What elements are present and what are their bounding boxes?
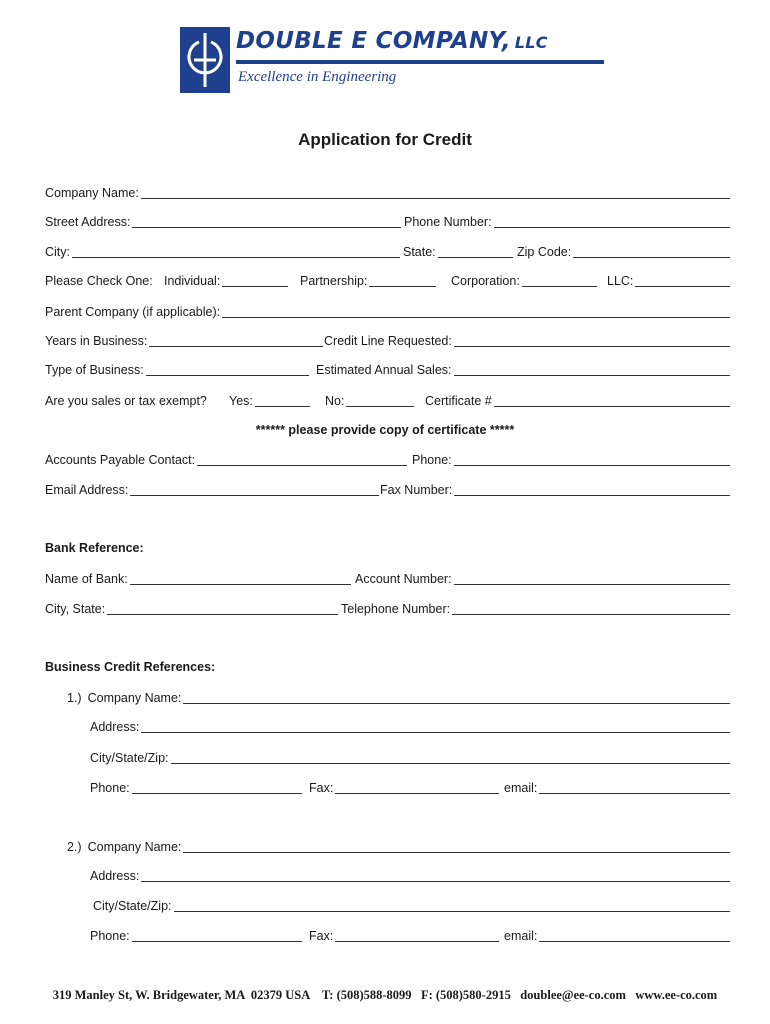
- reference-1-fax-field[interactable]: Fax:: [309, 780, 499, 796]
- phone-number-field[interactable]: Phone Number:: [404, 214, 730, 230]
- footer-email: doublee@ee-co.com: [520, 988, 626, 1002]
- zip-code-field[interactable]: Zip Code:: [517, 244, 730, 260]
- footer-website: www.ee-co.com: [635, 988, 718, 1002]
- credit-line-field[interactable]: Credit Line Requested:: [324, 333, 730, 349]
- tax-exempt-no-field[interactable]: No:: [325, 393, 414, 409]
- reference-1-address-field[interactable]: Address:: [90, 719, 730, 735]
- page-title: Application for Credit: [298, 130, 472, 149]
- reference-2-address-field[interactable]: Address:: [90, 868, 730, 884]
- reference-2-phone-field[interactable]: Phone:: [90, 928, 302, 944]
- reference-2-fax-field[interactable]: Fax:: [309, 928, 499, 944]
- parent-company-field[interactable]: Parent Company (if applicable):: [45, 304, 730, 320]
- street-address-row: [45, 214, 730, 230]
- reference-2-city-row: [45, 898, 730, 914]
- footer-telephone: T: (508)588-8099: [321, 988, 412, 1002]
- parent-company-row: [45, 304, 730, 320]
- tax-exempt-row: [45, 393, 730, 409]
- company-name-field[interactable]: Company Name:: [45, 185, 730, 201]
- annual-sales-field[interactable]: Estimated Annual Sales:: [316, 362, 730, 378]
- years-in-business-field[interactable]: Years in Business:: [45, 333, 323, 349]
- reference-1-phone-field[interactable]: Phone:: [90, 780, 302, 796]
- certificate-number-field[interactable]: Certificate #: [425, 393, 730, 409]
- fax-number-field[interactable]: Fax Number:: [380, 482, 730, 498]
- company-name: DOUBLE E COMPANY, LLC: [236, 28, 548, 54]
- logo-rule: [236, 60, 604, 64]
- certificate-note: ****** please provide copy of certificate *****: [255, 423, 515, 437]
- ap-contact-field[interactable]: Accounts Payable Contact:: [45, 452, 407, 468]
- company-name-row: [45, 185, 730, 201]
- reference-1-company-field[interactable]: 1.) Company Name:: [67, 690, 730, 706]
- reference-2-contact-row: [45, 928, 730, 944]
- type-of-business-field[interactable]: Type of Business:: [45, 362, 309, 378]
- individual-field[interactable]: Individual:: [164, 273, 288, 289]
- street-address-field[interactable]: Street Address:: [45, 214, 401, 230]
- email-fax-row: [45, 482, 730, 498]
- bank-telephone-field[interactable]: Telephone Number:: [341, 601, 730, 617]
- reference-2-city-state-zip-field[interactable]: City/State/Zip:: [93, 898, 730, 914]
- reference-2-company-row: [45, 839, 730, 855]
- company-logo-mark-icon: [180, 27, 230, 93]
- bank-city-row: [45, 601, 730, 617]
- reference-2-address-row: [45, 868, 730, 884]
- footer-fax: F: (508)580-2915: [420, 988, 511, 1002]
- years-credit-row: [45, 333, 730, 349]
- check-one-label: Please Check One:: [45, 274, 153, 288]
- ap-phone-field[interactable]: Phone:: [412, 452, 730, 468]
- state-field[interactable]: State:: [403, 244, 513, 260]
- reference-2-company-field[interactable]: 2.) Company Name:: [67, 839, 730, 855]
- reference-1-address-row: [45, 719, 730, 735]
- llc-field[interactable]: LLC:: [607, 273, 730, 289]
- reference-1-email-field[interactable]: email:: [504, 780, 730, 796]
- reference-1-company-row: [45, 690, 730, 706]
- company-tagline: Excellence in Engineering: [238, 69, 397, 85]
- footer-contact: [0, 988, 770, 1003]
- reference-2-email-field[interactable]: email:: [504, 928, 730, 944]
- company-logo: [180, 27, 620, 93]
- ap-contact-row: [45, 452, 730, 468]
- bank-name-row: [45, 571, 730, 587]
- business-structure-row: [45, 273, 730, 289]
- business-type-row: [45, 362, 730, 378]
- city-field[interactable]: City:: [45, 244, 400, 260]
- tax-exempt-label: Are you sales or tax exempt?: [45, 394, 207, 408]
- email-address-field[interactable]: Email Address:: [45, 482, 379, 498]
- tax-exempt-yes-field[interactable]: Yes:: [229, 393, 310, 409]
- reference-1-contact-row: [45, 780, 730, 796]
- city-state-zip-row: [45, 244, 730, 260]
- reference-1-city-state-zip-field[interactable]: City/State/Zip:: [90, 750, 730, 766]
- credit-references-heading: Business Credit References:: [45, 660, 216, 674]
- partnership-field[interactable]: Partnership:: [300, 273, 436, 289]
- bank-city-state-field[interactable]: City, State:: [45, 601, 338, 617]
- corporation-field[interactable]: Corporation:: [451, 273, 597, 289]
- bank-account-number-field[interactable]: Account Number:: [355, 571, 730, 587]
- footer-address: 319 Manley St, W. Bridgewater, MA 02379 USA: [52, 988, 310, 1002]
- reference-1-city-row: [45, 750, 730, 766]
- company-suffix: LLC: [514, 33, 548, 52]
- bank-name-field[interactable]: Name of Bank:: [45, 571, 351, 587]
- bank-reference-heading: Bank Reference:: [45, 541, 144, 555]
